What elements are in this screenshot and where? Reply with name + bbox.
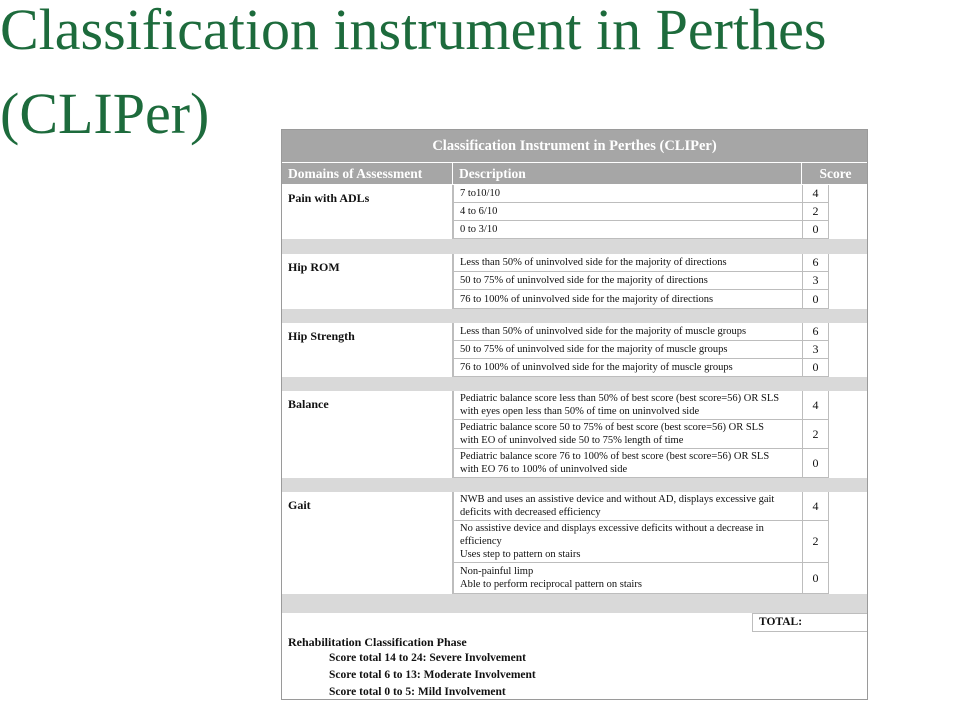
score-cell: 4: [802, 185, 829, 203]
section-separator: [282, 478, 867, 492]
description-cell: [453, 359, 802, 377]
section-separator: [282, 594, 867, 613]
domain-label: Hip Strength: [288, 329, 355, 343]
description-line: No assistive device and displays excessive deficits without a decrease in: [460, 523, 764, 534]
description-line: efficiency: [460, 536, 502, 547]
description-line: 0 to 3/10: [460, 224, 498, 235]
description-cell: [453, 221, 802, 239]
description-line: with eyes open less than 50% of time on uninvolved side: [460, 406, 700, 417]
description-line: 76 to 100% of uninvolved side for the majority of muscle groups: [460, 362, 733, 373]
domain-label: Hip ROM: [288, 260, 340, 274]
description-cell: [453, 203, 802, 221]
total-cell: TOTAL:: [752, 613, 868, 632]
section-separator: [282, 377, 867, 391]
score-cell: 0: [802, 449, 829, 478]
score-cell: 2: [802, 420, 829, 449]
score-cell: 4: [802, 492, 829, 521]
score-cell: 3: [802, 272, 829, 290]
section-separator: [282, 239, 867, 254]
slide-title-line-1: Classification instrument in Perthes: [0, 0, 827, 62]
description-cell: [453, 391, 802, 420]
score-cell: 4: [802, 391, 829, 420]
description-line: 50 to 75% of uninvolved side for the majority of muscle groups: [460, 344, 728, 355]
domain-label: Balance: [288, 397, 329, 411]
phase-line-moderate: Score total 6 to 13: Moderate Involvement: [329, 669, 536, 681]
score-cell: 0: [802, 290, 829, 309]
description-line: Pediatric balance score less than 50% of best score (best score=56) OR SLS: [460, 393, 780, 404]
description-cell: [453, 420, 802, 449]
description-line: Less than 50% of uninvolved side for the majority of muscle groups: [460, 326, 747, 337]
description-line: Less than 50% of uninvolved side for the majority of directions: [460, 257, 727, 268]
score-cell: 0: [802, 563, 829, 594]
description-cell: [453, 341, 802, 359]
score-cell: 0: [802, 359, 829, 377]
description-cell: [453, 323, 802, 341]
table-title: Classification Instrument in Perthes (CLIPer): [282, 130, 867, 162]
slide-title-line-2: (CLIPer): [0, 81, 210, 146]
section-separator: [282, 309, 867, 323]
description-line: with EO 76 to 100% of uninvolved side: [460, 464, 628, 475]
description-line: 7 to10/10: [460, 188, 500, 199]
description-line: Able to perform reciprocal pattern on stairs: [460, 579, 642, 590]
description-line: 50 to 75% of uninvolved side for the majority of directions: [460, 275, 708, 286]
column-header-domain: Domains of Assessment: [282, 163, 452, 184]
description-cell: [453, 272, 802, 290]
description-line: with EO of uninvolved side 50 to 75% length of time: [460, 435, 684, 446]
phase-line-severe: Score total 14 to 24: Severe Involvement: [329, 652, 526, 664]
domain-label: Gait: [288, 498, 311, 512]
score-cell: 2: [802, 521, 829, 563]
score-cell: 0: [802, 221, 829, 239]
description-line: Pediatric balance score 76 to 100% of best score (best score=56) OR SLS: [460, 451, 770, 462]
column-header-score: Score: [802, 163, 868, 184]
description-line: deficits with decreased efficiency: [460, 507, 601, 518]
description-cell: [453, 521, 802, 563]
description-line: Non-painful limp: [460, 566, 534, 577]
description-line: NWB and uses an assistive device and without AD, displays excessive gait: [460, 494, 775, 505]
description-cell: [453, 492, 802, 521]
domain-label: Pain with ADLs: [288, 191, 370, 205]
score-cell: 3: [802, 341, 829, 359]
description-line: Pediatric balance score 50 to 75% of best score (best score=56) OR SLS: [460, 422, 764, 433]
description-cell: [453, 563, 802, 594]
description-cell: [453, 254, 802, 272]
score-cell: 6: [802, 254, 829, 272]
phase-title: Rehabilitation Classification Phase: [288, 635, 467, 649]
description-cell: [453, 449, 802, 478]
score-cell: 6: [802, 323, 829, 341]
description-line: Uses step to pattern on stairs: [460, 549, 581, 560]
description-cell: [453, 185, 802, 203]
score-cell: 2: [802, 203, 829, 221]
description-line: 76 to 100% of uninvolved side for the majority of directions: [460, 293, 714, 305]
cliper-table-image: [281, 129, 868, 700]
description-cell: [453, 290, 802, 309]
phase-line-mild: Score total 0 to 5: Mild Involvement: [329, 686, 506, 698]
column-header-description: Description: [453, 163, 801, 184]
description-line: 4 to 6/10: [460, 206, 498, 217]
